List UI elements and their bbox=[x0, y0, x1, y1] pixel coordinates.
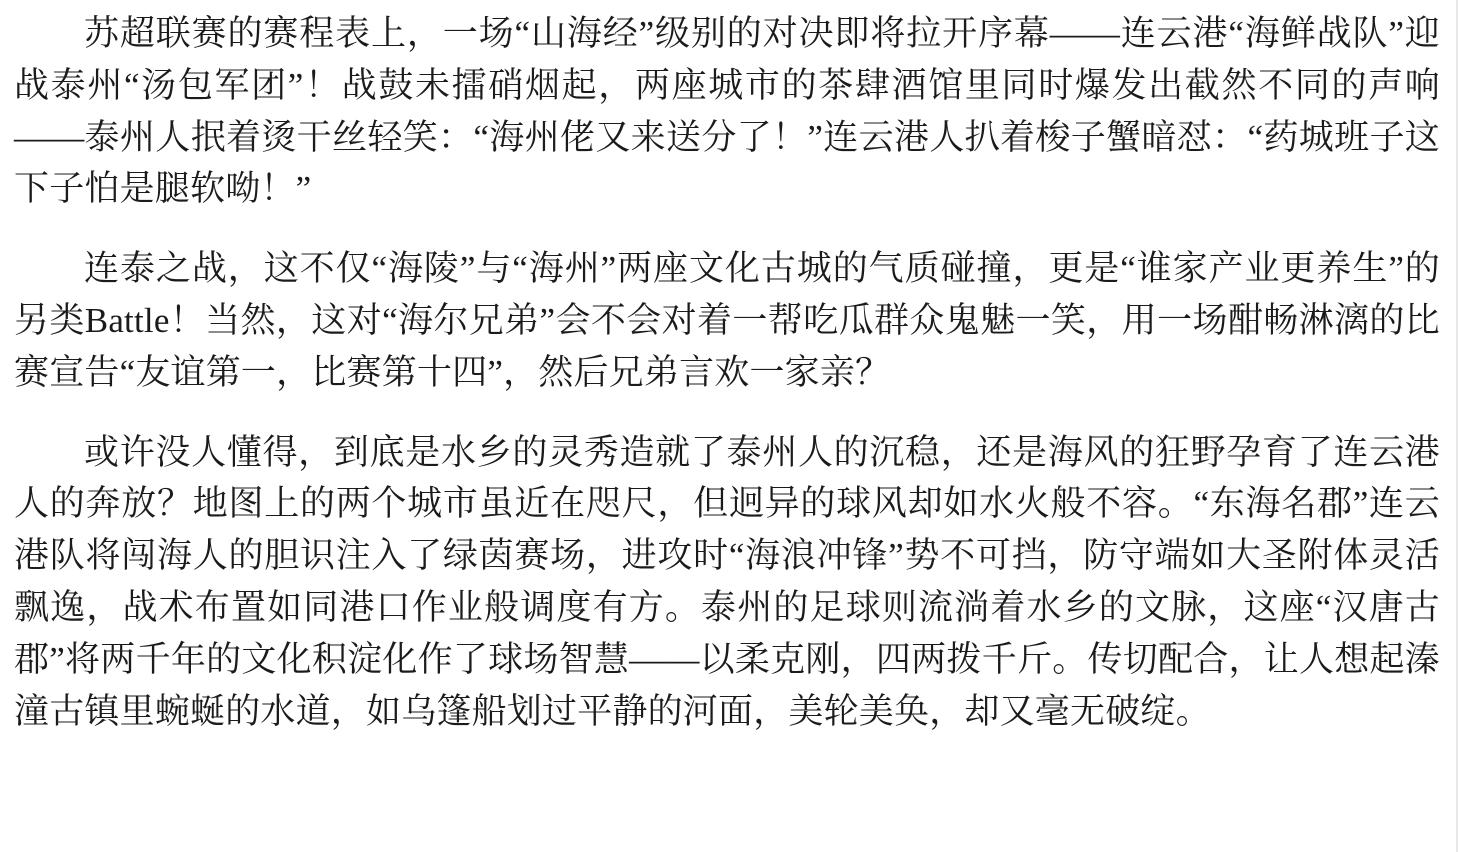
paragraph-1: 苏超联赛的赛程表上，一场“山海经”级别的对决即将拉开序幕——连云港“海鲜战队”迎战泰州“汤包军团”！战鼓未擂硝烟起，两座城市的茶肆酒馆里同时爆发出截然不同的声响——泰州人抿着烫干丝轻笑：“海州佬又来送分了！”连云港人扒着梭子蟹暗怼：“药城班子这下子怕是腿软呦！” bbox=[14, 14, 1440, 209]
article-body bbox=[14, 8, 1440, 737]
paragraph-3: 或许没人懂得，到底是水乡的灵秀造就了泰州人的沉稳，还是海风的狂野孕育了连云港人的奔放？地图上的两个城市虽近在咫尺，但迥异的球风却如水火般不容。“东海名郡”连云港队将闯海人的胆识注入了绿茵赛场，进攻时“海浪冲锋”势不可挡，防守端如大圣附体灵活飘逸，战术布置如同港口作业般调度有方。泰州的足球则流淌着水乡的文脉，这座“汉唐古郡”将两千年的文化积淀化作了球场智慧——以柔克刚，四两拨千斤。传切配合，让人想起溱潼古镇里蜿蜒的水道，如乌篷船划过平静的河面，美轮美奂，却又毫无破绽。 bbox=[14, 432, 1440, 731]
paragraph-2: 连泰之战，这不仅“海陵”与“海州”两座文化古城的气质碰撞，更是“谁家产业更养生”的另类Battle！当然，这对“海尔兄弟”会不会对着一帮吃瓜群众鬼魅一笑，用一场酣畅淋漓的比赛宣告“友谊第一，比赛第十四”，然后兄弟言欢一家亲？ bbox=[14, 249, 1440, 392]
